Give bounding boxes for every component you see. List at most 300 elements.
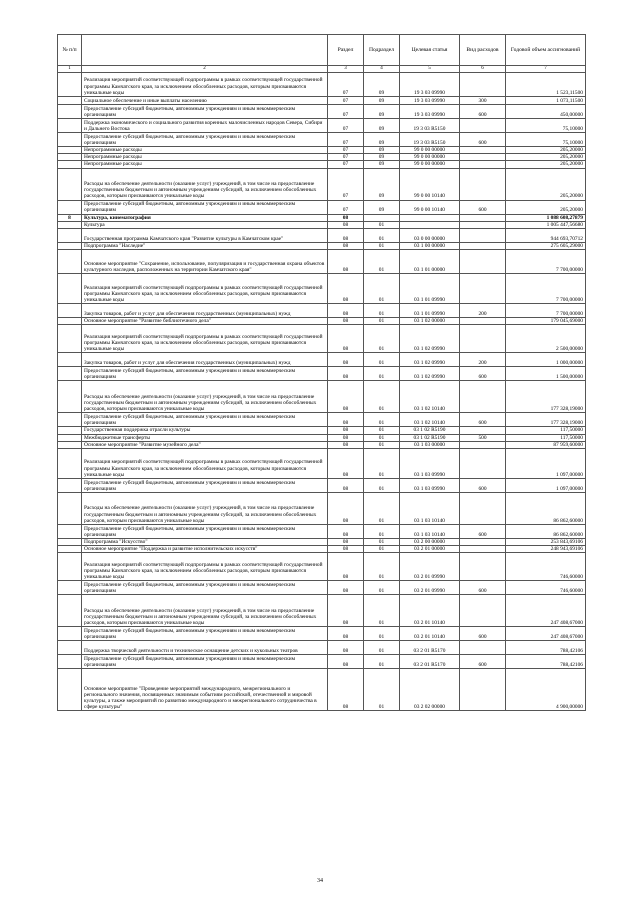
row-expense-type	[460, 441, 506, 448]
row-target: 03 1 03 10140	[400, 493, 460, 525]
row-name: Культура, кинематография	[82, 214, 328, 221]
row-amount: 1 005 447,56680	[506, 221, 586, 228]
row-number	[58, 546, 82, 553]
row-number	[58, 595, 82, 627]
row-section: 08	[328, 434, 364, 441]
row-subsection: 09	[364, 133, 400, 147]
row-number	[58, 168, 82, 200]
row-target	[400, 214, 460, 221]
row-amount: 86 862,60000	[506, 493, 586, 525]
budget-table	[57, 34, 586, 711]
row-amount: 7 700,00000	[506, 250, 586, 274]
row-amount: 944 693,70712	[506, 229, 586, 243]
row-name: Поддержка экономического и социального развития коренных малочисленных народов Севера, Сибири и Дальнего Востока	[82, 119, 328, 133]
row-name: Реализация мероприятий соответствующей подпрограммы в рамках соответствующей государственной программы Камчатского края, за исключением обособленных расходов, которым присваиваются уникальные коды	[82, 73, 328, 97]
row-expense-type	[460, 229, 506, 243]
row-number	[58, 449, 82, 479]
row-target: 99 0 00 00000	[400, 154, 460, 161]
row-subsection	[364, 214, 400, 221]
row-name: Предоставление субсидий бюджетным, автономным учреждениям и иным некоммерческим организациям	[82, 479, 328, 493]
header-row	[58, 35, 586, 66]
header-target: Целевая статья	[400, 35, 460, 66]
row-subsection: 01	[364, 325, 400, 353]
row-expense-type: 600	[460, 525, 506, 539]
row-amount: 2 500,00000	[506, 325, 586, 353]
row-amount: 746,60000	[506, 553, 586, 581]
header-section: Раздел	[328, 35, 364, 66]
row-section: 08	[328, 641, 364, 655]
row-amount: 450,00000	[506, 105, 586, 119]
table-row	[58, 367, 586, 381]
row-subsection: 01	[364, 595, 400, 627]
header-num: № п/п	[58, 35, 82, 66]
table-row	[58, 546, 586, 553]
row-amount: 275 605,29000	[506, 243, 586, 250]
row-expense-type	[460, 493, 506, 525]
row-target: 99 0 00 00000	[400, 161, 460, 168]
row-expense-type: 300	[460, 97, 506, 105]
row-amount: 4 900,00000	[506, 669, 586, 711]
row-name: Закупка товаров, работ и услуг для обеспечения государственных (муниципальных) нужд	[82, 304, 328, 318]
row-section: 08	[328, 441, 364, 448]
row-subsection: 09	[364, 161, 400, 168]
row-section: 08	[328, 493, 364, 525]
row-name: Основное мероприятие "Развитие музейного дела"	[82, 441, 328, 448]
table-row	[58, 441, 586, 448]
row-section: 08	[328, 479, 364, 493]
row-name: Социальное обеспечение и иные выплаты населению	[82, 97, 328, 105]
table-row	[58, 493, 586, 525]
row-target: 99 0 00 10140	[400, 200, 460, 214]
row-target: 03 1 02 09990	[400, 353, 460, 367]
row-subsection: 01	[364, 427, 400, 434]
row-number	[58, 274, 82, 304]
row-subsection: 01	[364, 434, 400, 441]
column-number: 3	[328, 66, 364, 73]
row-amount: 788,42106	[506, 655, 586, 669]
row-expense-type: 500	[460, 434, 506, 441]
table-row	[58, 154, 586, 161]
table-row	[58, 274, 586, 304]
row-number	[58, 434, 82, 441]
row-amount: 746,60000	[506, 581, 586, 595]
table-row	[58, 525, 586, 539]
row-section: 07	[328, 168, 364, 200]
row-section: 07	[328, 161, 364, 168]
table-row	[58, 325, 586, 353]
row-target: 03 1 01 00000	[400, 250, 460, 274]
row-subsection: 01	[364, 367, 400, 381]
row-section: 08	[328, 274, 364, 304]
row-amount: 205,20000	[506, 154, 586, 161]
row-section: 08	[328, 367, 364, 381]
row-target: 03 1 02 R5190	[400, 427, 460, 434]
row-target: 03 2 01 R5170	[400, 641, 460, 655]
row-expense-type	[460, 214, 506, 221]
row-target: 03 1 03 00000	[400, 441, 460, 448]
row-name: Предоставление субсидий бюджетным, автономным учреждениям и иным некоммерческим организациям	[82, 525, 328, 539]
row-amount: 1 073,11500	[506, 97, 586, 105]
row-target	[400, 221, 460, 228]
row-section: 07	[328, 154, 364, 161]
header-amount: Годовой объем ассигнований	[506, 35, 586, 66]
row-expense-type	[460, 161, 506, 168]
row-expense-type	[460, 221, 506, 228]
table-row	[58, 669, 586, 711]
row-amount: 177 328,19000	[506, 413, 586, 427]
row-amount: 1 000,00000	[506, 353, 586, 367]
page-number: 34	[317, 878, 323, 884]
row-subsection: 01	[364, 539, 400, 546]
row-subsection: 01	[364, 641, 400, 655]
row-number	[58, 221, 82, 228]
row-target: 03 2 01 10140	[400, 595, 460, 627]
row-subsection: 01	[364, 669, 400, 711]
row-expense-type	[460, 243, 506, 250]
row-number	[58, 304, 82, 318]
row-target: 03 1 01 09990	[400, 304, 460, 318]
row-number	[58, 553, 82, 581]
row-section: 07	[328, 119, 364, 133]
table-row	[58, 595, 586, 627]
row-amount: 247 408,67000	[506, 627, 586, 641]
row-number	[58, 353, 82, 367]
row-section: 08	[328, 546, 364, 553]
column-number: 4	[364, 66, 400, 73]
row-number	[58, 367, 82, 381]
row-number	[58, 627, 82, 641]
table-row	[58, 243, 586, 250]
row-amount: 247 408,67000	[506, 595, 586, 627]
table-row	[58, 318, 586, 325]
row-subsection: 01	[364, 318, 400, 325]
row-number	[58, 493, 82, 525]
row-amount: 205,20000	[506, 161, 586, 168]
row-name: Реализация мероприятий соответствующей подпрограммы в рамках соответствующей государственной программы Камчатского края, за исключением обособленных расходов, которым присваиваются уникальные коды	[82, 553, 328, 581]
table-row	[58, 479, 586, 493]
row-subsection: 01	[364, 479, 400, 493]
row-section: 08	[328, 250, 364, 274]
row-amount: 179 045,69000	[506, 318, 586, 325]
table-row	[58, 147, 586, 154]
budget-page	[57, 34, 585, 711]
row-target: 03 1 03 09990	[400, 449, 460, 479]
row-name: Поддержка творческой деятельности и техническое оснащение детских и кукольных театров	[82, 641, 328, 655]
row-section: 08	[328, 318, 364, 325]
row-subsection: 01	[364, 229, 400, 243]
row-section: 08	[328, 449, 364, 479]
table-row	[58, 427, 586, 434]
row-section: 08	[328, 214, 364, 221]
row-subsection: 01	[364, 493, 400, 525]
row-subsection: 01	[364, 655, 400, 669]
row-subsection: 01	[364, 381, 400, 413]
row-target: 03 2 01 R5170	[400, 655, 460, 669]
row-number	[58, 325, 82, 353]
row-number	[58, 161, 82, 168]
table-row	[58, 553, 586, 581]
row-name: Предоставление субсидий бюджетным, автономным учреждениям и иным некоммерческим организациям	[82, 367, 328, 381]
row-target: 19 3 03 R5150	[400, 133, 460, 147]
row-section: 07	[328, 73, 364, 97]
row-name: Предоставление субсидий бюджетным, автономным учреждениям и иным некоммерческим организациям	[82, 581, 328, 595]
row-amount: 1 097,00000	[506, 449, 586, 479]
row-amount: 1 088 608,27879	[506, 214, 586, 221]
row-target: 03 2 01 09990	[400, 581, 460, 595]
column-number: 2	[82, 66, 328, 73]
row-amount: 87 959,60000	[506, 441, 586, 448]
table-row	[58, 200, 586, 214]
row-amount: 248 943,69106	[506, 546, 586, 553]
row-subsection: 01	[364, 353, 400, 367]
header-subsection: Подраздел	[364, 35, 400, 66]
row-amount: 205,20000	[506, 200, 586, 214]
row-expense-type	[460, 250, 506, 274]
row-subsection: 09	[364, 105, 400, 119]
row-amount: 86 862,60000	[506, 525, 586, 539]
row-subsection: 01	[364, 243, 400, 250]
row-section: 08	[328, 243, 364, 250]
row-amount: 1 097,00000	[506, 479, 586, 493]
row-number: 8	[58, 214, 82, 221]
row-number	[58, 250, 82, 274]
row-section: 07	[328, 105, 364, 119]
row-expense-type	[460, 325, 506, 353]
table-row	[58, 119, 586, 133]
row-target: 03 1 00 00000	[400, 243, 460, 250]
row-name: Государственная поддержка отрасли культуры	[82, 427, 328, 434]
row-section: 08	[328, 304, 364, 318]
row-name: Подпрограмма "Искусство"	[82, 539, 328, 546]
row-name: Межбюджетные трансферты	[82, 434, 328, 441]
table-row	[58, 214, 586, 221]
row-expense-type	[460, 546, 506, 553]
row-expense-type	[460, 168, 506, 200]
row-target: 03 1 02 10140	[400, 413, 460, 427]
row-target: 03 0 00 00000	[400, 229, 460, 243]
row-section: 08	[328, 539, 364, 546]
row-number	[58, 119, 82, 133]
row-name: Основное мероприятие "Развитие библиотечного дела"	[82, 318, 328, 325]
row-subsection: 01	[364, 553, 400, 581]
row-subsection: 01	[364, 221, 400, 228]
table-row	[58, 73, 586, 97]
row-expense-type	[460, 449, 506, 479]
row-target: 19 3 03 09990	[400, 97, 460, 105]
row-section: 08	[328, 325, 364, 353]
row-name: Основное мероприятие "Сохранение, использование, популяризация и государственная охрана объектов культурного наследия, расположенных на территории Камчатского края"	[82, 250, 328, 274]
table-row	[58, 581, 586, 595]
row-name: Предоставление субсидий бюджетным, автономным учреждениям и иным некоммерческим организациям	[82, 413, 328, 427]
row-number	[58, 73, 82, 97]
row-section: 08	[328, 381, 364, 413]
row-number	[58, 525, 82, 539]
row-expense-type	[460, 539, 506, 546]
row-amount: 253 843,69106	[506, 539, 586, 546]
row-name: Предоставление субсидий бюджетным, автономным учреждениям и иным некоммерческим организациям	[82, 655, 328, 669]
row-expense-type	[460, 595, 506, 627]
row-expense-type: 600	[460, 581, 506, 595]
row-target: 03 1 01 09990	[400, 274, 460, 304]
row-name: Основное мероприятие "Проведение мероприятий международного, межрегионального и регионального значения, посвященных значимым событиям российской, отечественной и мировой культуры, а также мероприятий по развитию международного и межрегионального сотрудничества в сфере культуры"	[82, 669, 328, 711]
table-row	[58, 413, 586, 427]
column-number: 6	[460, 66, 506, 73]
row-expense-type	[460, 641, 506, 655]
row-name: Непрограммные расходы	[82, 154, 328, 161]
row-number	[58, 200, 82, 214]
row-expense-type	[460, 381, 506, 413]
row-target: 03 2 01 10140	[400, 627, 460, 641]
row-expense-type: 200	[460, 353, 506, 367]
row-amount: 205,20000	[506, 147, 586, 154]
row-subsection: 01	[364, 581, 400, 595]
row-target: 03 2 00 00000	[400, 539, 460, 546]
row-number	[58, 133, 82, 147]
row-name: Непрограммные расходы	[82, 147, 328, 154]
table-row	[58, 353, 586, 367]
table-row	[58, 434, 586, 441]
row-subsection: 09	[364, 168, 400, 200]
row-amount: 1 500,00000	[506, 367, 586, 381]
column-number: 1	[58, 66, 82, 73]
table-row	[58, 221, 586, 228]
table-row	[58, 168, 586, 200]
row-section: 07	[328, 133, 364, 147]
table-row	[58, 539, 586, 546]
table-row	[58, 105, 586, 119]
table-row	[58, 97, 586, 105]
column-number: 7	[506, 66, 586, 73]
row-subsection: 09	[364, 200, 400, 214]
row-target: 03 1 03 09990	[400, 479, 460, 493]
row-expense-type	[460, 553, 506, 581]
row-subsection: 09	[364, 97, 400, 105]
table-body	[58, 73, 586, 711]
row-target: 03 1 02 R5190	[400, 434, 460, 441]
row-section: 08	[328, 669, 364, 711]
row-subsection: 01	[364, 304, 400, 318]
row-subsection: 01	[364, 441, 400, 448]
row-amount: 75,10000	[506, 133, 586, 147]
row-number	[58, 479, 82, 493]
row-section: 08	[328, 581, 364, 595]
header-name	[82, 35, 328, 66]
row-target: 19 3 03 09990	[400, 73, 460, 97]
row-number	[58, 669, 82, 711]
row-number	[58, 97, 82, 105]
row-name: Предоставление субсидий бюджетным, автономным учреждениям и иным некоммерческим организациям	[82, 200, 328, 214]
row-section: 07	[328, 147, 364, 154]
row-target: 99 0 00 00000	[400, 147, 460, 154]
row-section: 08	[328, 413, 364, 427]
row-expense-type: 600	[460, 367, 506, 381]
column-number-row	[58, 66, 586, 73]
row-section: 08	[328, 655, 364, 669]
row-number	[58, 539, 82, 546]
row-expense-type: 600	[460, 133, 506, 147]
row-section: 07	[328, 200, 364, 214]
row-name: Государственная программа Камчатского края "Развитие культуры в Камчатском крае"	[82, 229, 328, 243]
row-expense-type: 600	[460, 655, 506, 669]
row-subsection: 01	[364, 250, 400, 274]
row-target: 19 3 03 R5150	[400, 119, 460, 133]
row-expense-type: 600	[460, 627, 506, 641]
row-subsection: 09	[364, 119, 400, 133]
row-number	[58, 318, 82, 325]
row-target: 99 0 00 10140	[400, 168, 460, 200]
row-expense-type: 200	[460, 304, 506, 318]
row-number	[58, 581, 82, 595]
row-target: 03 2 01 00000	[400, 546, 460, 553]
row-amount: 7 700,00000	[506, 274, 586, 304]
row-target: 19 3 03 09990	[400, 105, 460, 119]
row-subsection: 09	[364, 147, 400, 154]
row-number	[58, 641, 82, 655]
table-row	[58, 304, 586, 318]
table-row	[58, 381, 586, 413]
row-subsection: 01	[364, 413, 400, 427]
row-expense-type	[460, 147, 506, 154]
row-amount: 117,50000	[506, 434, 586, 441]
row-section: 08	[328, 229, 364, 243]
row-subsection: 09	[364, 154, 400, 161]
row-expense-type	[460, 154, 506, 161]
row-target: 03 2 02 00000	[400, 669, 460, 711]
row-number	[58, 381, 82, 413]
row-number	[58, 655, 82, 669]
row-expense-type: 600	[460, 479, 506, 493]
row-subsection: 09	[364, 73, 400, 97]
table-row	[58, 250, 586, 274]
row-section: 08	[328, 353, 364, 367]
row-number	[58, 147, 82, 154]
row-number	[58, 229, 82, 243]
table-row	[58, 655, 586, 669]
row-name: Расходы на обеспечение деятельности (оказание услуг) учреждений, в том числе на предоставление государственным бюджетным и автономным учреждениям субсидий, за исключением обособленных расходов, которым присваиваются уникальные коды	[82, 381, 328, 413]
row-name: Реализация мероприятий соответствующей подпрограммы в рамках соответствующей государственной программы Камчатского края, за исключением обособленных расходов, которым присваиваются уникальные коды	[82, 274, 328, 304]
column-number: 5	[400, 66, 460, 73]
row-target: 03 1 02 00000	[400, 318, 460, 325]
row-name: Закупка товаров, работ и услуг для обеспечения государственных (муниципальных) нужд	[82, 353, 328, 367]
row-amount: 177 328,19000	[506, 381, 586, 413]
table-row	[58, 133, 586, 147]
row-amount: 75,10000	[506, 119, 586, 133]
row-name: Предоставление субсидий бюджетным, автономным учреждениям и иным некоммерческим организациям	[82, 133, 328, 147]
row-expense-type	[460, 427, 506, 434]
row-section: 08	[328, 595, 364, 627]
row-name: Расходы на обеспечение деятельности (оказание услуг) учреждений, в том числе на предоставление государственным бюджетным и автономным учреждениям субсидий, за исключением обособленных расходов, которым присваиваются уникальные коды	[82, 595, 328, 627]
row-number	[58, 413, 82, 427]
table-row	[58, 161, 586, 168]
row-expense-type	[460, 119, 506, 133]
table-row	[58, 229, 586, 243]
row-amount: 788,42106	[506, 641, 586, 655]
row-number	[58, 441, 82, 448]
row-section: 08	[328, 627, 364, 641]
row-amount: 205,20000	[506, 168, 586, 200]
table-row	[58, 641, 586, 655]
row-subsection: 01	[364, 274, 400, 304]
row-name: Непрограммные расходы	[82, 161, 328, 168]
row-subsection: 01	[364, 525, 400, 539]
row-name: Реализация мероприятий соответствующей подпрограммы в рамках соответствующей государственной программы Камчатского края, за исключением обособленных расходов, которым присваиваются уникальные коды	[82, 449, 328, 479]
table-row	[58, 627, 586, 641]
row-expense-type	[460, 318, 506, 325]
row-target: 03 1 02 09990	[400, 367, 460, 381]
row-amount: 1 523,11500	[506, 73, 586, 97]
row-name: Расходы на обеспечение деятельности (оказание услуг) учреждений, в том числе на предоставление государственным бюджетным и автономным учреждениям субсидий, за исключением обособленных расходов, которым присваиваются уникальные коды	[82, 168, 328, 200]
row-target: 03 2 01 09990	[400, 553, 460, 581]
